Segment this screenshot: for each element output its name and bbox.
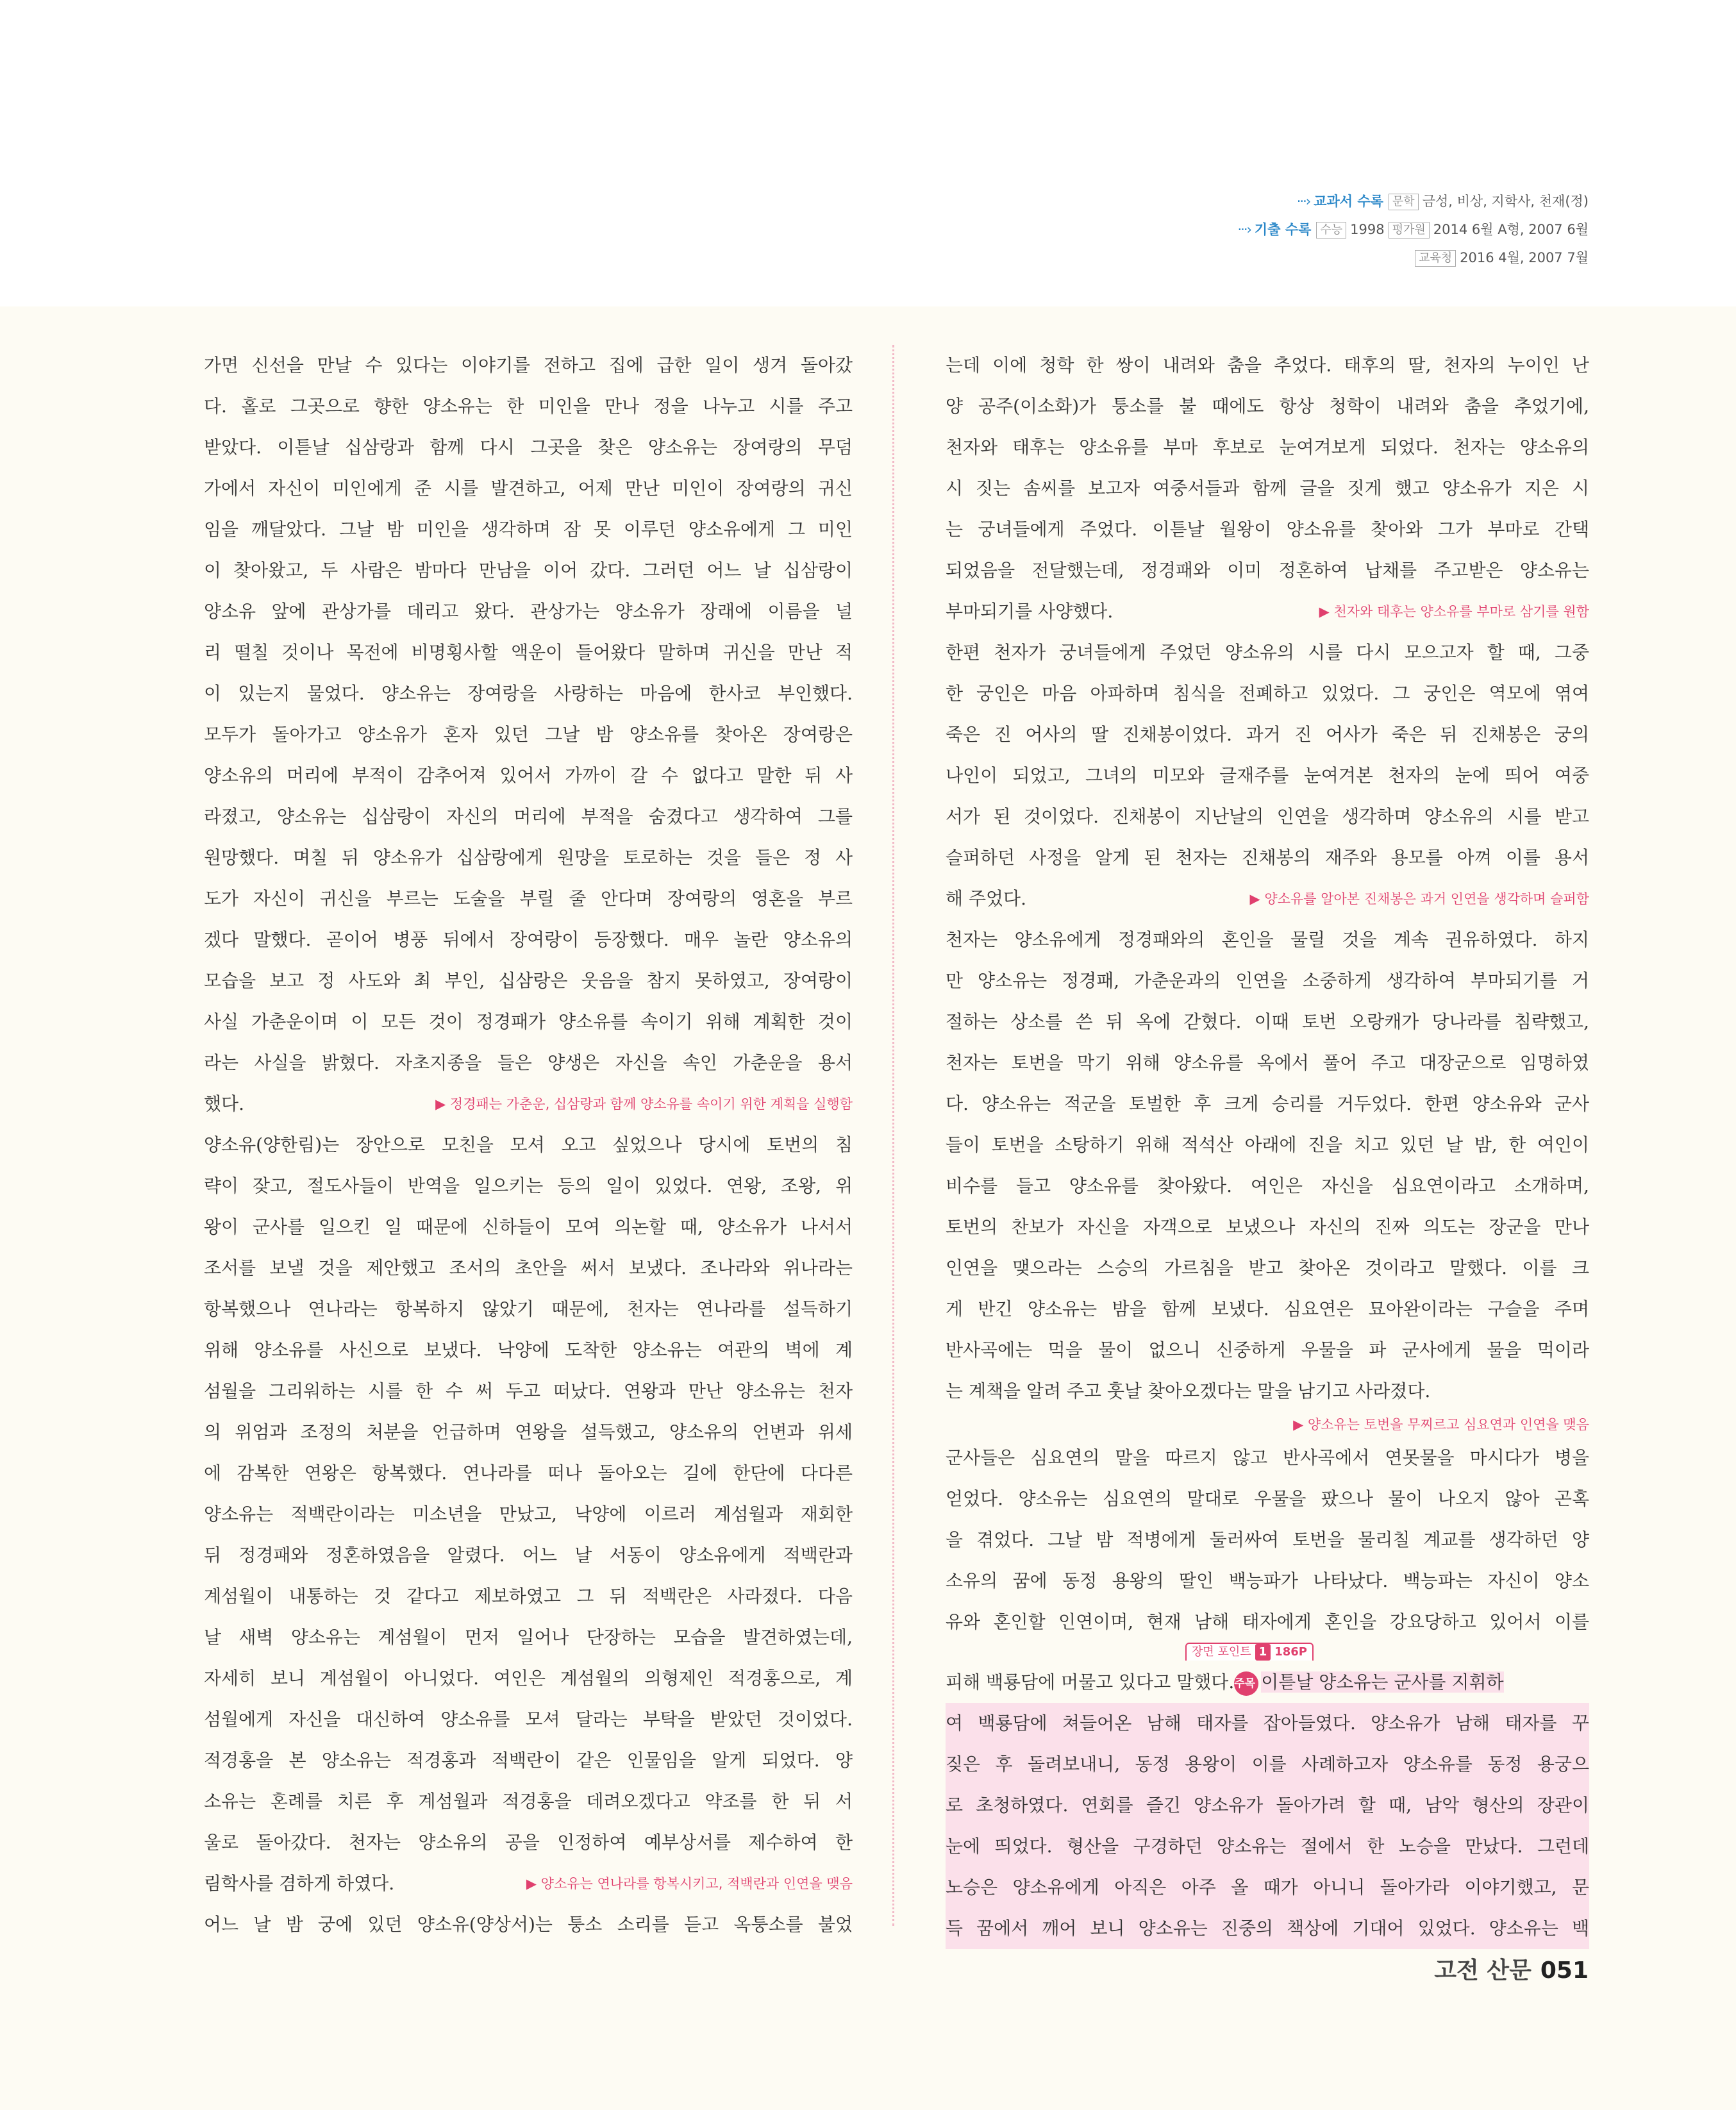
text-line: 모두가 돌아가고 양소유가 혼자 있던 그날 밤 양소유를 찾아온 장여랑은 — [204, 724, 853, 745]
highlighted-text: 이튿날 양소유는 군사를 지휘하 — [1261, 1671, 1504, 1693]
text-line: 는 계책을 알려 주고 훗날 찾아오겠다는 말을 남기고 사라졌다. — [946, 1380, 1431, 1402]
text-line: 날 새벽 양소유는 계섬월이 먼저 일어나 단장하는 모습을 발견하였는데, — [204, 1627, 853, 1648]
text-line: 받았다. 이튿날 십삼랑과 함께 다시 그곳을 찾은 양소유는 장여랑의 무덤 — [204, 437, 853, 458]
text-line: 한편 천자가 궁녀들에게 주었던 양소유의 시를 다시 모으고자 할 때, 그중 — [946, 642, 1589, 663]
text-line: 섬월에게 자신을 대신하여 양소유를 모셔 달라는 부탁을 받았던 것이었다. — [204, 1709, 853, 1730]
textbook-value: 금성, 비상, 지학사, 천재(정) — [1422, 194, 1589, 209]
text-line: 다. 홀로 그곳으로 향한 양소유는 한 미인을 만나 정을 나누고 시를 주고 — [204, 396, 853, 417]
page-footer — [1434, 1952, 1589, 1985]
text-line: 토번의 찬보가 자신을 자객으로 보냈으나 자신의 진짜 의도는 장군을 만나 — [946, 1216, 1589, 1237]
text-line: 는 궁녀들에게 주었다. 이튿날 월왕이 양소유를 찾아와 그가 부마로 간택 — [946, 519, 1589, 540]
left-paragraph-1 — [204, 345, 853, 1125]
text-line: 절하는 상소를 쓴 뒤 옥에 갇혔다. 이때 토번 오랑캐가 당나라를 침략했고, — [946, 1011, 1589, 1032]
left-column — [204, 345, 853, 1945]
text-line: 반사곡에는 먹을 물이 없으니 신중하게 우물을 파 군사에게 물을 먹이라 — [946, 1339, 1589, 1361]
exam-value-gyoyukcheong: 2016 4월, 2007 7월 — [1460, 250, 1589, 265]
exam-tag-pyeonggawon: 평가원 — [1389, 222, 1430, 239]
text-line: 왕이 군사를 일으킨 일 때문에 신하들이 모여 의논할 때, 양소유가 나서서 — [204, 1216, 853, 1237]
summary-note: ▶ 양소유는 토번을 무찌르고 심요연과 인연을 맺음 — [1293, 1417, 1589, 1432]
text-line: 얻었다. 양소유는 심요연의 말대로 우물을 팠으나 물이 나오지 않아 곤혹 — [946, 1488, 1589, 1509]
textbook-tag: 문학 — [1389, 194, 1419, 210]
arrow-icon: ···› — [1296, 194, 1310, 209]
text-line-with-note — [204, 1084, 853, 1125]
exam-label: 기출 수록 — [1254, 222, 1312, 237]
text-line: 자세히 보니 계섬월이 아니었다. 여인은 계섬월의 의형제인 적경홍으로, 계 — [204, 1668, 853, 1689]
text-line: 위해 양소유를 사신으로 보냈다. 낙양에 도착한 양소유는 여관의 벽에 계 — [204, 1339, 853, 1361]
highlighted-line: 짖은 후 돌려보내니, 동정 용왕이 이를 사례하고자 양소유를 동정 용궁으 — [946, 1744, 1589, 1785]
text-line: 서가 된 것이었다. 진채봉이 지난날의 인연을 생각하며 양소유의 시를 받고 — [946, 806, 1589, 827]
scene-point-label — [1185, 1643, 1314, 1661]
text-line: 라는 사실을 밝혔다. 자초지종을 들은 양생은 자신을 속인 가춘운을 용서 — [204, 1052, 853, 1073]
highlighted-line: 로 초청하였다. 연회를 즐긴 양소유가 돌아가려 할 때, 남악 형산의 장관이 — [946, 1785, 1589, 1826]
text-line: 리 떨칠 것이나 목전에 비명횡사할 액운이 들어왔다 말하며 귀신을 만난 적 — [204, 642, 853, 663]
text-line: 가면 신선을 만날 수 있다는 이야기를 전하고 집에 급한 일이 생겨 돌아갔 — [204, 355, 853, 376]
highlighted-line: 득 꿈에서 깨어 보니 양소유는 진중의 책상에 기대어 있었다. 양소유는 백 — [946, 1908, 1589, 1949]
text-line: 양 공주(이소화)가 퉁소를 불 때에도 항상 청학이 내려와 춤을 추었기에, — [946, 396, 1589, 417]
text-line: 소유는 혼례를 치른 후 계섬월과 적경홍을 데려오겠다고 약조를 한 뒤 서 — [204, 1791, 853, 1812]
text-line: 양소유의 머리에 부적이 감추어져 있어서 가까이 갈 수 없다고 말한 뒤 사 — [204, 765, 853, 786]
summary-note: ▶ 양소유를 알아본 진채봉은 과거 인연을 생각하며 슬퍼함 — [1249, 891, 1589, 907]
scene-point-tab — [946, 1643, 1589, 1662]
textbook-row — [1012, 187, 1589, 215]
right-paragraph-4 — [946, 1437, 1589, 1949]
text-line: 사실 가춘운이며 이 모든 것이 정경패가 양소유를 속이기 위해 계획한 것이 — [204, 1011, 853, 1032]
text-line: 죽은 진 어사의 딸 진채봉이었다. 과거 진 어사가 죽은 뒤 진채봉은 궁의 — [946, 724, 1589, 745]
text-line: 임을 깨달았다. 그날 밤 미인을 생각하며 잠 못 이루던 양소유에게 그 미인 — [204, 519, 853, 540]
text-line: 의 위엄과 조정의 처분을 언급하며 연왕을 설득했고, 양소유의 언변과 위세 — [204, 1421, 853, 1443]
section-title: 고전 산문 — [1434, 1957, 1532, 1984]
text-line: 양소유는 적백란이라는 미소년을 만났고, 낙양에 이르러 계섬월과 재회한 — [204, 1503, 853, 1525]
text-line: 항복했으나 연나라는 항복하지 않았기 때문에, 천자는 연나라를 설득하기 — [204, 1298, 853, 1319]
text-line: 소유의 꿈에 동정 용왕의 딸인 백능파가 나타났다. 백능파는 자신이 양소 — [946, 1570, 1589, 1591]
arrow-icon: ···› — [1237, 222, 1251, 237]
text-line: 비수를 들고 양소유를 찾아왔다. 여인은 자신을 심요연이라고 소개하며, — [946, 1175, 1589, 1196]
text-line: 인연을 맺으라는 스승의 가르침을 받고 찾아온 것이라고 말했다. 이를 크 — [946, 1257, 1589, 1278]
right-paragraph-3 — [946, 919, 1589, 1437]
text-line: 양소유(양한림)는 장안으로 모친을 모셔 오고 싶었으나 당시에 토번의 침 — [204, 1134, 853, 1155]
scene-point-page: 186P — [1274, 1645, 1307, 1659]
textbook-label: 교과서 수록 — [1314, 194, 1383, 209]
text-line: 원망했다. 며칠 뒤 양소유가 십삼랑에게 원망을 토로하는 것을 들은 정 사 — [204, 847, 853, 868]
text-line-pre: 피해 백룡담에 머물고 있다고 말했다. — [946, 1671, 1235, 1693]
text-line: 천자는 토번을 막기 위해 양소유를 옥에서 풀어 주고 대장군으로 임명하였 — [946, 1052, 1589, 1073]
text-line: 뒤 정경패와 정혼하였음을 알렸다. 어느 날 서동이 양소유에게 적백란과 — [204, 1545, 853, 1566]
right-column — [946, 345, 1589, 1949]
text-line: 섬월을 그리워하는 시를 한 수 써 두고 떠났다. 연왕과 만난 양소유는 천자 — [204, 1380, 853, 1402]
exam-value-suneung: 1998 — [1350, 222, 1385, 237]
exam-row-2 — [1012, 244, 1589, 272]
scene-point-text: 장면 포인트 — [1192, 1645, 1251, 1659]
text-line: 한 궁인은 마음 아파하며 침식을 전폐하고 있었다. 그 궁인은 역모에 엮여 — [946, 683, 1589, 704]
focus-badge: 주목 — [1234, 1671, 1258, 1696]
text-line: 을 겪었다. 그날 밤 적병에게 둘러싸여 토번을 물리칠 계교를 생각하던 양 — [946, 1529, 1589, 1550]
text-line: 천자는 양소유에게 정경패와의 혼인을 물릴 것을 계속 권유하였다. 하지 — [946, 929, 1589, 950]
text-line: 계섬월이 내통하는 것 같다고 제보하였고 그 뒤 적백란은 사라졌다. 다음 — [204, 1586, 853, 1607]
summary-note: ▶ 정경패는 가춘운, 십삼랑과 함께 양소유를 속이기 위한 계획을 실행함 — [435, 1096, 853, 1112]
text-line: 유와 혼인할 인연이며, 현재 남해 태자에게 혼인을 강요당하고 있어서 이를 — [946, 1611, 1589, 1632]
exam-tag-suneung: 수능 — [1316, 222, 1346, 239]
text-line: 에 감복한 연왕은 항복했다. 연나라를 떠나 돌아오는 길에 한단에 다다른 — [204, 1462, 853, 1484]
text-line-with-note — [946, 591, 1589, 632]
text-line: 략이 잦고, 절도사들이 반역을 일으키는 등의 일이 있었다. 연왕, 조왕, 위 — [204, 1175, 853, 1196]
text-line: 슬퍼하던 사정을 알게 된 천자는 진채봉의 재주와 용모를 아껴 이를 용서 — [946, 847, 1589, 868]
text-line-with-highlight — [946, 1662, 1589, 1703]
text-line: 라졌고, 양소유는 십삼랑이 자신의 머리에 부적을 숨겼다고 생각하여 그를 — [204, 806, 853, 827]
text-line: 되었음을 전달했는데, 정경패와 이미 정혼하여 납채를 주고받은 양소유는 — [946, 560, 1589, 581]
text-line: 게 반긴 양소유는 밤을 함께 보냈다. 심요연은 묘아완이라는 구슬을 주며 — [946, 1298, 1589, 1319]
text-line-with-note — [946, 878, 1589, 919]
text-line-with-note — [204, 1863, 853, 1904]
text-line: 울로 돌아갔다. 천자는 양소유의 공을 인정하여 예부상서를 제수하여 한 — [204, 1832, 853, 1853]
exam-tag-gyoyukcheong: 교육청 — [1415, 250, 1456, 267]
text-line: 이 있는지 물었다. 양소유는 장여랑을 사랑하는 마음에 한사코 부인했다. — [204, 683, 853, 704]
left-paragraph-2 — [204, 1125, 853, 1904]
source-meta — [1012, 187, 1589, 272]
right-paragraph-1 — [946, 345, 1589, 632]
text-line-end: 부마되기를 사양했다. — [946, 601, 1114, 622]
text-line: 어느 날 밤 궁에 있던 양소유(양상서)는 퉁소 소리를 듣고 옥퉁소를 불었 — [204, 1914, 853, 1935]
text-line: 나인이 되었고, 그녀의 미모와 글재주를 눈여겨본 천자의 눈에 띄어 여중 — [946, 765, 1589, 786]
summary-note: ▶ 양소유는 연나라를 항복시키고, 적백란과 인연을 맺음 — [526, 1876, 853, 1891]
text-line-end: 해 주었다. — [946, 888, 1026, 909]
exam-value-pyeonggawon: 2014 6월 A형, 2007 6월 — [1433, 222, 1589, 237]
text-line: 는데 이에 청학 한 쌍이 내려와 춤을 추었다. 태후의 딸, 천자의 누이인 난 — [946, 355, 1589, 376]
highlighted-line: 눈에 띄었다. 형산을 구경하던 양소유는 절에서 한 노승을 만났다. 그런데 — [946, 1826, 1589, 1867]
text-line: 모습을 보고 정 사도와 최 부인, 십삼랑은 웃음을 참지 못하였고, 장여랑이 — [204, 970, 853, 991]
text-line-end: 림학사를 겸하게 하였다. — [204, 1873, 395, 1894]
column-divider — [892, 345, 894, 1926]
text-line: 들이 토번을 소탕하기 위해 적석산 아래에 진을 치고 있던 날 밤, 한 여인이 — [946, 1134, 1589, 1155]
text-line: 다. 양소유는 적군을 토벌한 후 크게 승리를 거두었다. 한편 양소유와 군사 — [946, 1093, 1589, 1114]
text-line: 천자와 태후는 양소유를 부마 후보로 눈여겨보게 되었다. 천자는 양소유의 — [946, 437, 1589, 458]
text-line: 도가 자신이 귀신을 부르는 도술을 부릴 줄 안다며 장여랑의 영혼을 부르 — [204, 888, 853, 909]
text-line: 적경홍을 본 양소유는 적경홍과 적백란이 같은 인물임을 알게 되었다. 양 — [204, 1750, 853, 1771]
scene-point-number: 1 — [1255, 1644, 1271, 1661]
text-line: 가에서 자신이 미인에게 준 시를 발견하고, 어제 만난 미인이 장여랑의 귀신 — [204, 478, 853, 499]
highlighted-line: 노승은 양소유에게 아직은 아주 올 때가 아니니 돌아가라 이야기했고, 문 — [946, 1867, 1589, 1908]
highlighted-line: 여 백룡담에 쳐들어온 남해 태자를 잡아들였다. 양소유가 남해 태자를 꾸 — [946, 1703, 1589, 1744]
text-line: 시 짓는 솜씨를 보고자 여중서들과 함께 글을 짓게 했고 양소유가 지은 시 — [946, 478, 1589, 499]
text-line: 이 찾아왔고, 두 사람은 밤마다 만남을 이어 갔다. 그러던 어느 날 십삼랑이 — [204, 560, 853, 581]
page-number: 051 — [1540, 1957, 1589, 1984]
text-line: 겠다 말했다. 곧이어 병풍 뒤에서 장여랑이 등장했다. 매우 놀란 양소유의 — [204, 929, 853, 950]
text-line: 양소유 앞에 관상가를 데리고 왔다. 관상가는 양소유가 장래에 이름을 널 — [204, 601, 853, 622]
text-line: 군사들은 심요연의 말을 따르지 않고 반사곡에서 연못물을 마시다가 병을 — [946, 1447, 1589, 1468]
exam-row — [1012, 215, 1589, 244]
text-line: 조서를 보낼 것을 제안했고 조서의 초안을 써서 보냈다. 조나라와 위나라는 — [204, 1257, 853, 1278]
right-paragraph-2 — [946, 632, 1589, 919]
text-line-end: 했다. — [204, 1093, 244, 1114]
text-line: 만 양소유는 정경패, 가춘운과의 인연을 소중하게 생각하여 부마되기를 거 — [946, 970, 1589, 991]
summary-note: ▶ 천자와 태후는 양소유를 부마로 삼기를 원함 — [1319, 604, 1589, 619]
